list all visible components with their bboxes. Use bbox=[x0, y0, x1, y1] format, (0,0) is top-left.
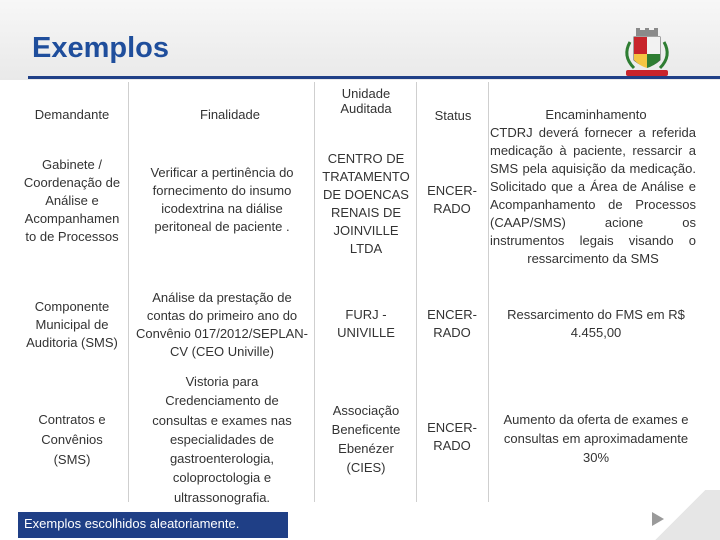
row2-demandante: Componente Municipal de Auditoria (SMS) bbox=[26, 299, 118, 350]
row1-unidade: CENTRO DE TRATAMENTO DE DOENCAS RENAIS DE JOINVILLE LTDA bbox=[322, 151, 410, 256]
row3-encaminhamento: Aumento da oferta de exames e consultas em aproximadamente 30% bbox=[503, 412, 689, 465]
row2-finalidade: Análise da prestação de contas do primeiro ano do Convênio 017/2012/SEPLAN- CV (CEO Univille) bbox=[135, 290, 308, 359]
row2-status: ENCER- RADO bbox=[427, 307, 477, 340]
row2-unidade: FURJ - UNIVILLE bbox=[337, 307, 395, 340]
row1-encaminhamento: CTDRJ deverá fornecer a referida medicação à paciente, ressarcir a SMS pela aquisição da medicação. Solicitado que a Área de Análise e Acompanhamento de Processos (CAAP/SMS) acione os instrumentos legais visando o ressarcimento da SMS bbox=[490, 125, 696, 266]
row1-status: ENCER- RADO bbox=[427, 183, 477, 216]
row1-finalidade: Verificar a pertinência do fornecimento do insumo icodextrina na diálise peritoneal de paciente . bbox=[150, 165, 294, 234]
header-finalidade: Finalidade bbox=[200, 107, 260, 122]
footer-note: Exemplos escolhidos aleatoriamente. bbox=[24, 516, 240, 531]
column-divider bbox=[488, 82, 489, 502]
header-unidade-auditada: Unidade Auditada bbox=[340, 86, 392, 116]
row3-status: ENCER- RADO bbox=[427, 420, 477, 453]
row2-encaminhamento: Ressarcimento do FMS em R$ 4.455,00 bbox=[507, 307, 685, 340]
row3-unidade: Associação Beneficente Ebenézer (CIES) bbox=[331, 403, 401, 475]
row3-demandante: Contratos e Convênios (SMS) bbox=[38, 412, 106, 467]
slide-title: Exemplos bbox=[32, 32, 169, 64]
row3-finalidade: Vistoria para Credenciamento de consultas e exames nas especialidades de gastroenterologia, coloproctologia e ultrassonografia. bbox=[152, 374, 292, 505]
title-divider bbox=[28, 76, 720, 79]
next-arrow-icon[interactable] bbox=[652, 512, 664, 526]
header-encaminhamento: Encaminhamento bbox=[545, 107, 647, 122]
row1-demandante: Gabinete / Coordenação de Análise e Acompanhamen to de Processos bbox=[23, 157, 121, 244]
header-status: Status bbox=[434, 108, 472, 123]
coat-of-arms-icon bbox=[612, 28, 682, 80]
header-demandante: Demandante bbox=[34, 107, 110, 122]
